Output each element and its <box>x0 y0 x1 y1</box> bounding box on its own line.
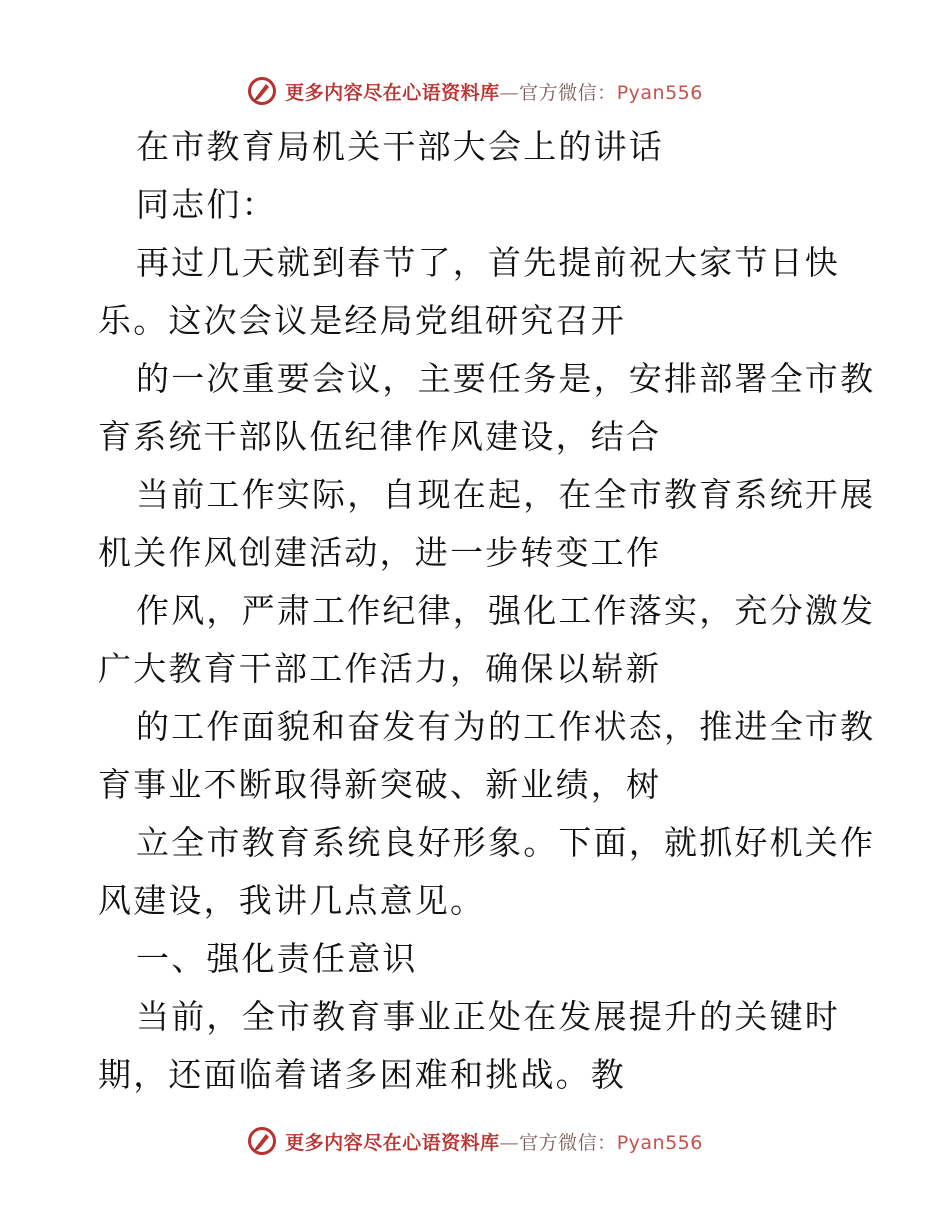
text-line: 期，还面临着诸多困难和挑战。教 <box>98 1055 626 1094</box>
text-line: 育事业不断取得新突破、新业绩，树 <box>98 765 662 804</box>
banner-slogan: 更多内容尽在心语资料库 <box>285 81 500 104</box>
footer-banner <box>0 1121 950 1161</box>
document-body <box>98 118 876 1104</box>
salutation: 同志们： <box>136 185 277 224</box>
section-heading: 一、强化责任意识 <box>136 939 418 978</box>
banner-text <box>285 78 703 105</box>
document-title: 在市教育局机关干部大会上的讲话 <box>136 127 664 166</box>
banner-wechat-id: Pyan556 <box>616 1131 703 1154</box>
banner-wechat-label: 官方微信： <box>519 81 617 104</box>
text-line: 作风，严肃工作纪律，强化工作落实，充分激发 <box>136 591 876 630</box>
banner-wechat-label: 官方微信： <box>519 1131 617 1154</box>
text-line: 的一次重要会议，主要任务是，安排部署全市教 <box>136 359 876 398</box>
text-line: 广大教育干部工作活力，确保以崭新 <box>98 649 662 688</box>
pen-logo-icon <box>247 76 277 106</box>
text-line: 乐。这次会议是经局党组研究召开 <box>98 301 626 340</box>
banner-separator: — <box>499 1131 520 1154</box>
banner-text <box>285 1128 703 1155</box>
pen-logo-icon <box>247 1126 277 1156</box>
text-line: 机关作风创建活动，进一步转变工作 <box>98 533 662 572</box>
text-line: 育系统干部队伍纪律作风建设，结合 <box>98 417 662 456</box>
text-line: 的工作面貌和奋发有为的工作状态，推进全市教 <box>136 707 876 746</box>
text-line: 再过几天就到春节了，首先提前祝大家节日快 <box>136 243 840 282</box>
header-banner <box>0 71 950 111</box>
banner-wechat-id: Pyan556 <box>616 81 703 104</box>
text-line: 当前工作实际，自现在起，在全市教育系统开展 <box>136 475 876 514</box>
text-line: 风建设，我讲几点意见。 <box>98 881 486 920</box>
text-line: 立全市教育系统良好形象。下面，就抓好机关作 <box>136 823 876 862</box>
banner-slogan: 更多内容尽在心语资料库 <box>285 1131 500 1154</box>
text-line: 当前，全市教育事业正处在发展提升的关键时 <box>136 997 840 1036</box>
banner-separator: — <box>499 81 520 104</box>
